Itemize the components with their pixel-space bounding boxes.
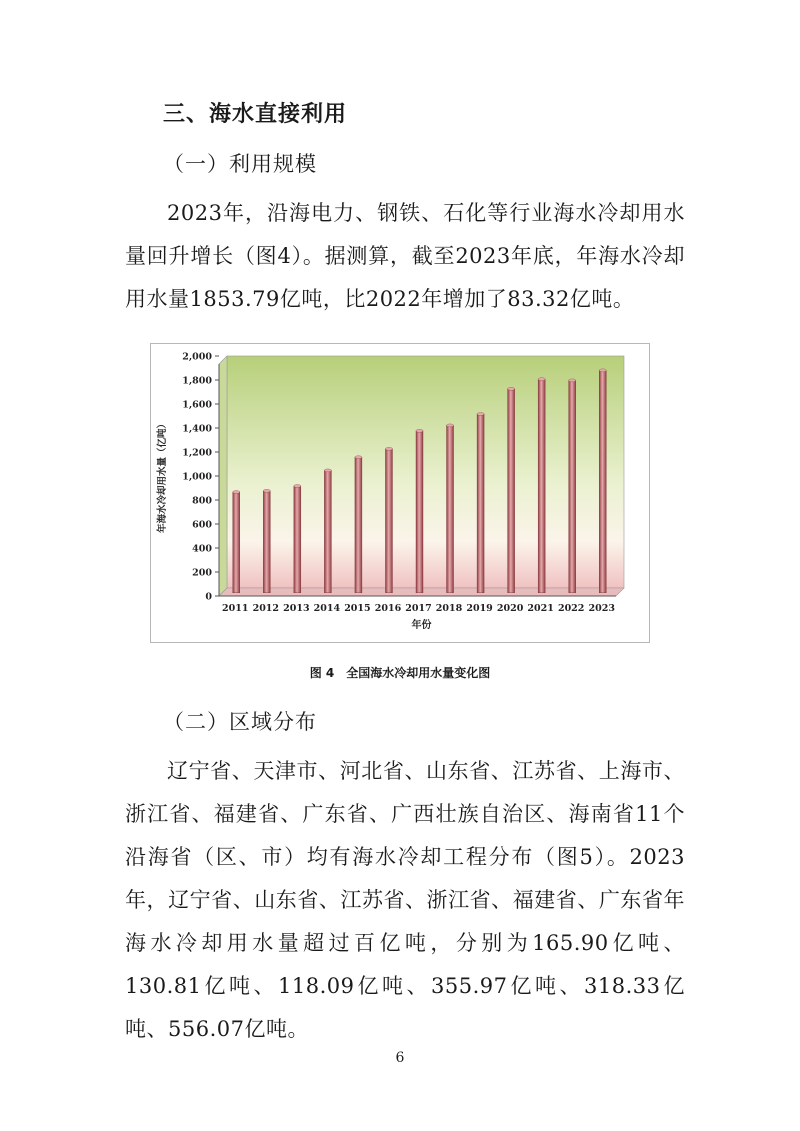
bar-top-2015 xyxy=(355,456,362,459)
page-number: 6 xyxy=(395,1050,405,1066)
bar-2014 xyxy=(324,470,331,592)
x-tick-label: 2011 xyxy=(222,603,249,614)
bar-top-2021 xyxy=(538,378,545,381)
x-tick-label: 2022 xyxy=(557,603,585,614)
bar-top-2018 xyxy=(447,424,454,427)
bar-2019 xyxy=(477,414,484,593)
bar-top-2023 xyxy=(599,369,606,372)
y-axis-title: 年海水冷却用水量（亿吨） xyxy=(157,418,168,534)
bar-top-2014 xyxy=(324,469,331,472)
subsection-title-scale: （一）利用规模 xyxy=(163,152,317,176)
bar-2023 xyxy=(599,370,606,592)
bar-top-2022 xyxy=(569,379,576,382)
paragraph-scale xyxy=(125,192,685,321)
bar-2020 xyxy=(508,389,515,593)
x-tick-label: 2020 xyxy=(496,603,524,614)
bar-2011 xyxy=(233,492,240,593)
x-tick-label: 2013 xyxy=(283,603,310,614)
plot-side-wall xyxy=(219,356,227,596)
y-tick-label: 1,600 xyxy=(182,399,212,411)
bar-top-2017 xyxy=(416,429,423,432)
y-tick-label: 1,200 xyxy=(182,447,212,459)
bar-top-2020 xyxy=(508,387,515,390)
x-tick-label: 2023 xyxy=(588,603,615,614)
paragraph-scale-text: 2023年，沿海电力、钢铁、石化等行业海水冷却用水量回升增长（图4）。据测算，截至2023年底，年海水冷却用水量1853.79亿吨，比2022年增加了83.32亿吨。 xyxy=(125,201,685,311)
x-tick-label: 2016 xyxy=(374,603,402,614)
bar-top-2016 xyxy=(385,447,392,450)
x-tick-label: 2015 xyxy=(344,603,371,614)
y-tick-label: 2,000 xyxy=(182,351,212,363)
bar-2017 xyxy=(416,431,423,593)
figure-caption: 图 4 全国海水冷却用水量变化图 xyxy=(309,666,491,680)
y-tick-label: 1,800 xyxy=(182,375,212,387)
bar-2015 xyxy=(355,457,362,593)
x-tick-label: 2021 xyxy=(527,603,554,614)
chart-frame xyxy=(150,343,650,643)
y-tick-label: 600 xyxy=(192,519,212,531)
bar-2018 xyxy=(447,425,454,592)
y-tick-label: 0 xyxy=(205,591,212,603)
bar-2016 xyxy=(385,449,392,593)
subsection-title-distribution: （二）区域分布 xyxy=(163,710,317,734)
y-tick-label: 1,400 xyxy=(182,423,212,435)
x-tick-label: 2019 xyxy=(466,603,493,614)
section-title: 三、海水直接利用 xyxy=(163,102,348,127)
bar-top-2013 xyxy=(294,485,301,488)
bar-top-2011 xyxy=(233,491,240,494)
plot-back-wall xyxy=(227,356,624,588)
x-tick-label: 2018 xyxy=(435,603,463,614)
y-tick-label: 200 xyxy=(192,567,212,579)
bar-2012 xyxy=(263,491,270,593)
paragraph-distribution xyxy=(125,750,685,1051)
bar-2021 xyxy=(538,379,545,593)
y-tick-label: 1,000 xyxy=(182,471,212,483)
bar-2013 xyxy=(294,486,301,593)
y-tick-label: 400 xyxy=(192,543,212,555)
paragraph-distribution-text: 辽宁省、天津市、河北省、山东省、江苏省、上海市、浙江省、福建省、广东省、广西壮族自治区、海南省11个沿海省（区、市）均有海水冷却工程分布（图5）。2023年，辽宁省、山东省、江苏省、浙江省、福建省、广东省年海水冷却用水量超过百亿吨，分别为165.90亿吨、130.81亿吨、118.09亿吨、355.97亿吨、318.33亿吨、556.07亿吨。 xyxy=(125,759,685,1041)
x-tick-label: 2012 xyxy=(252,603,280,614)
y-tick-label: 800 xyxy=(192,495,212,507)
x-tick-label: 2017 xyxy=(405,603,432,614)
x-tick-label: 2014 xyxy=(313,603,341,614)
x-axis-title: 年份 xyxy=(411,620,432,631)
bar-chart xyxy=(151,344,649,642)
bar-2022 xyxy=(569,380,576,592)
bar-top-2019 xyxy=(477,413,484,416)
bar-top-2012 xyxy=(263,489,270,492)
